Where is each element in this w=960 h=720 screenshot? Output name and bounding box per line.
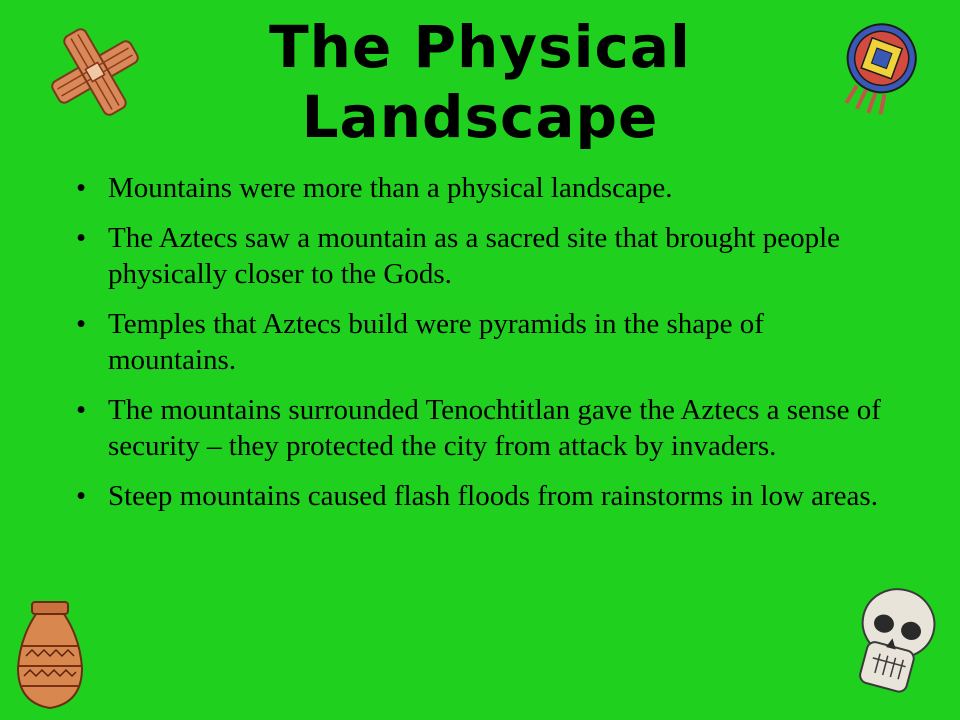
bullet-list bbox=[72, 170, 892, 528]
bullet-dot: • bbox=[76, 480, 87, 512]
shield-icon bbox=[830, 18, 930, 118]
bullet-item bbox=[72, 306, 892, 378]
bullet-item bbox=[72, 220, 892, 292]
title-line-1: The Physical bbox=[269, 13, 691, 81]
bullet-text: The Aztecs saw a mountain as a sacred site that brought people physically closer to the Gods. bbox=[108, 222, 841, 290]
bullet-dot: • bbox=[76, 308, 87, 340]
bullet-item bbox=[72, 170, 892, 206]
bullet-text: Mountains were more than a physical landscape. bbox=[108, 172, 673, 204]
title-line-2: Landscape bbox=[301, 83, 659, 151]
bullet-item bbox=[72, 392, 892, 464]
bullet-text: Steep mountains caused flash floods from rainstorms in low areas. bbox=[108, 480, 878, 512]
bullet-text: Temples that Aztecs build were pyramids in the shape of mountains. bbox=[108, 308, 764, 376]
slide-title bbox=[170, 12, 790, 152]
bullet-text: The mountains surrounded Tenochtitlan gave the Aztecs a sense of security – they protected the city from attack by invaders. bbox=[108, 394, 881, 462]
skull-icon bbox=[836, 580, 946, 705]
bullet-dot: • bbox=[76, 222, 87, 254]
pot-icon bbox=[10, 598, 90, 713]
bullet-dot: • bbox=[76, 394, 87, 426]
cross-icon bbox=[40, 22, 150, 122]
bullet-dot: • bbox=[76, 172, 87, 204]
bullet-item bbox=[72, 478, 892, 514]
